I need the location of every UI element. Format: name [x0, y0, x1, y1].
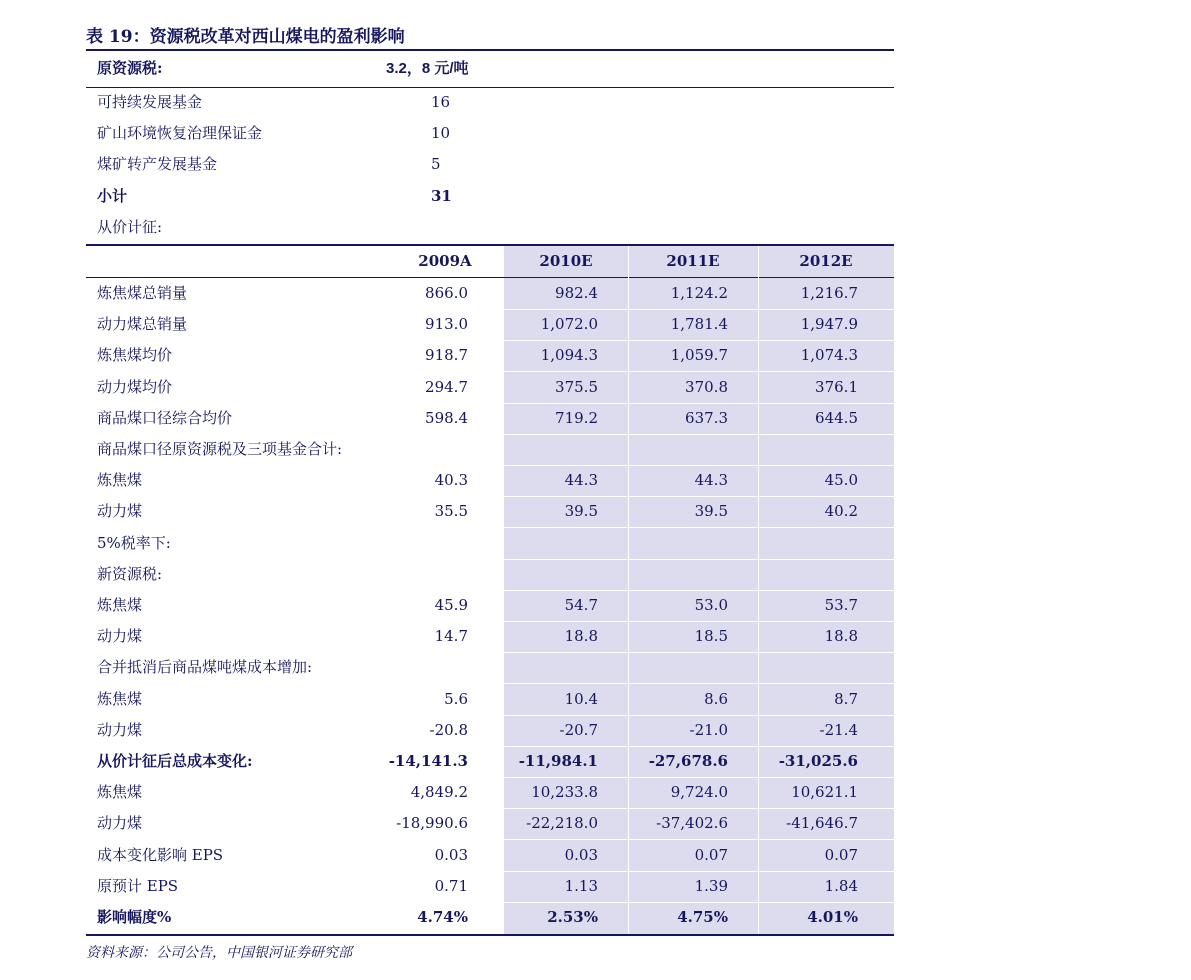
row-label: 5%税率下: [97, 533, 171, 552]
row-label: 炼焦煤 [97, 596, 143, 614]
table-cell: 4.75% [677, 908, 728, 926]
fund-value: 5 [431, 155, 441, 174]
row-separator [504, 683, 894, 684]
row-label: 动力煤均价 [97, 377, 173, 396]
table-cell: -20.7 [559, 720, 598, 739]
table-cell: -14,141.3 [388, 752, 468, 770]
column-header: 2012E [799, 252, 853, 270]
fund-label: 可持续发展基金 [97, 93, 203, 111]
fund-label: 煤矿转产发展基金 [97, 155, 218, 174]
table-cell: -37,402.6 [656, 814, 728, 833]
header-bottom-rule [86, 277, 894, 278]
fund-value: 10 [431, 124, 451, 143]
row-label: 影响幅度% [97, 908, 172, 926]
row-label: 动力煤总销量 [97, 315, 188, 334]
table-title: 表 19：资源税改革对西山煤电的盈利影响 [86, 27, 405, 47]
table-cell: 44.3 [694, 471, 728, 490]
table-cell: -11,984.1 [518, 752, 598, 770]
table-cell: 53.0 [694, 596, 728, 614]
fund-value: 31 [431, 186, 452, 205]
table-cell: 9,724.0 [670, 783, 728, 802]
table-cell: 1,781.4 [670, 315, 728, 334]
table-cell: 18.8 [564, 627, 598, 646]
table-cell: -21.4 [819, 720, 858, 739]
row-separator [504, 340, 894, 341]
row-label: 从价计征后总成本变化: [97, 752, 253, 770]
table-cell: 0.71 [434, 876, 468, 895]
fund-label: 小计 [97, 186, 128, 205]
table-cell: 1,094.3 [540, 346, 598, 365]
table-cell: -27,678.6 [648, 752, 728, 770]
row-separator [504, 527, 894, 528]
table-cell: 375.5 [555, 377, 598, 396]
row-label: 商品煤口径综合均价 [97, 408, 233, 427]
table-cell: 40.2 [824, 502, 858, 521]
source-note: 资料来源：公司公告，中国银河证券研究部 [86, 945, 352, 961]
table-cell: 982.4 [555, 284, 598, 302]
row-label: 炼焦煤总销量 [97, 284, 188, 302]
row-label: 新资源税: [97, 564, 163, 583]
column-header: 2010E [539, 252, 593, 270]
row-label: 动力煤 [97, 502, 143, 521]
table-cell: 866.0 [425, 284, 468, 302]
table-cell: 39.5 [564, 502, 598, 521]
table-cell: 1,947.9 [800, 315, 858, 334]
table-cell: 45.0 [824, 471, 858, 490]
table-cell: 18.5 [694, 627, 728, 646]
data-table [86, 49, 894, 936]
table-cell: 598.4 [425, 408, 468, 427]
table-cell: 8.7 [834, 689, 858, 708]
table-cell: 39.5 [694, 502, 728, 521]
row-label: 成本变化影响 EPS [97, 845, 224, 864]
section-rule [86, 87, 894, 88]
row-separator [504, 746, 894, 747]
row-label: 炼焦煤 [97, 689, 143, 708]
top-rule [86, 49, 894, 51]
table-cell: -21.0 [689, 720, 728, 739]
table-cell: 14.7 [434, 627, 468, 646]
table-cell: 376.1 [815, 377, 858, 396]
column-header: 2011E [666, 252, 720, 270]
row-separator [504, 652, 894, 653]
table-cell: 637.3 [685, 408, 728, 427]
table-cell: 35.5 [434, 502, 468, 521]
row-label: 动力煤 [97, 720, 143, 739]
table-cell: 54.7 [564, 596, 598, 614]
table-cell: 1,216.7 [800, 284, 858, 302]
fund-label: 矿山环境恢复治理保证金 [97, 124, 263, 143]
table-cell: 2.53% [547, 908, 598, 926]
row-label: 炼焦煤 [97, 783, 143, 802]
table-cell: -20.8 [429, 720, 468, 739]
table-cell: 10,233.8 [531, 783, 598, 802]
row-label: 动力煤 [97, 627, 143, 646]
row-separator [504, 434, 894, 435]
table-cell: 1,059.7 [670, 346, 728, 365]
table-cell: -22,218.0 [526, 814, 598, 833]
table-cell: 4,849.2 [410, 783, 468, 802]
table-cell: 644.5 [815, 408, 858, 427]
ad-valorem-note: 从价计征: [97, 218, 163, 236]
table-cell: 0.03 [434, 845, 468, 864]
table-cell: -18,990.6 [396, 814, 468, 833]
table-cell: 918.7 [425, 346, 468, 365]
table-cell: 5.6 [444, 689, 468, 708]
row-separator [504, 403, 894, 404]
column-header: 2009A [418, 252, 472, 270]
row-label: 炼焦煤 [97, 471, 143, 490]
table-cell: 45.9 [434, 596, 468, 614]
row-label: 商品煤口径原资源税及三项基金合计: [97, 440, 343, 458]
row-label: 炼焦煤均价 [97, 346, 173, 365]
row-label: 合并抵消后商品煤吨煤成本增加: [97, 658, 313, 677]
table-cell: 294.7 [425, 377, 468, 396]
table-cell: 10.4 [564, 689, 598, 708]
row-separator [504, 309, 894, 310]
row-separator [504, 902, 894, 903]
table-cell: 1,074.3 [800, 346, 858, 365]
row-separator [504, 839, 894, 840]
row-separator [504, 777, 894, 778]
table-cell: 40.3 [434, 471, 468, 490]
table-cell: 0.03 [564, 845, 598, 864]
table-cell: 4.74% [417, 908, 468, 926]
row-separator [504, 590, 894, 591]
table-cell: 1.13 [564, 876, 598, 895]
table-cell: 4.01% [807, 908, 858, 926]
row-separator [504, 496, 894, 497]
row-separator [504, 871, 894, 872]
table-cell: 1.84 [824, 876, 858, 895]
column-separator [758, 246, 759, 936]
table-cell: -31,025.6 [778, 752, 858, 770]
original-tax-value: 3.2，8 元/吨 [386, 60, 469, 77]
table-cell: 1,072.0 [540, 315, 598, 334]
table-cell: -41,646.7 [786, 814, 858, 833]
column-separator [628, 246, 629, 936]
row-separator [504, 621, 894, 622]
row-separator [504, 371, 894, 372]
table-cell: 18.8 [824, 627, 858, 646]
bottom-rule [86, 934, 894, 936]
table-cell: 10,621.1 [791, 783, 858, 802]
row-separator [504, 715, 894, 716]
row-label: 动力煤 [97, 814, 143, 833]
row-separator [504, 808, 894, 809]
table-cell: 0.07 [824, 845, 858, 864]
fund-value: 16 [431, 93, 451, 111]
original-tax-label: 原资源税: [97, 59, 163, 77]
table-cell: 1,124.2 [670, 284, 728, 302]
table-cell: 913.0 [425, 315, 468, 334]
table-cell: 8.6 [704, 689, 728, 708]
row-label: 原预计 EPS [97, 876, 179, 895]
table-cell: 370.8 [685, 377, 728, 396]
table-cell: 44.3 [564, 471, 598, 490]
table-cell: 0.07 [694, 845, 728, 864]
row-separator [504, 559, 894, 560]
row-separator [504, 465, 894, 466]
table-cell: 719.2 [555, 408, 598, 427]
table-cell: 1.39 [694, 876, 728, 895]
table-cell: 53.7 [824, 596, 858, 614]
